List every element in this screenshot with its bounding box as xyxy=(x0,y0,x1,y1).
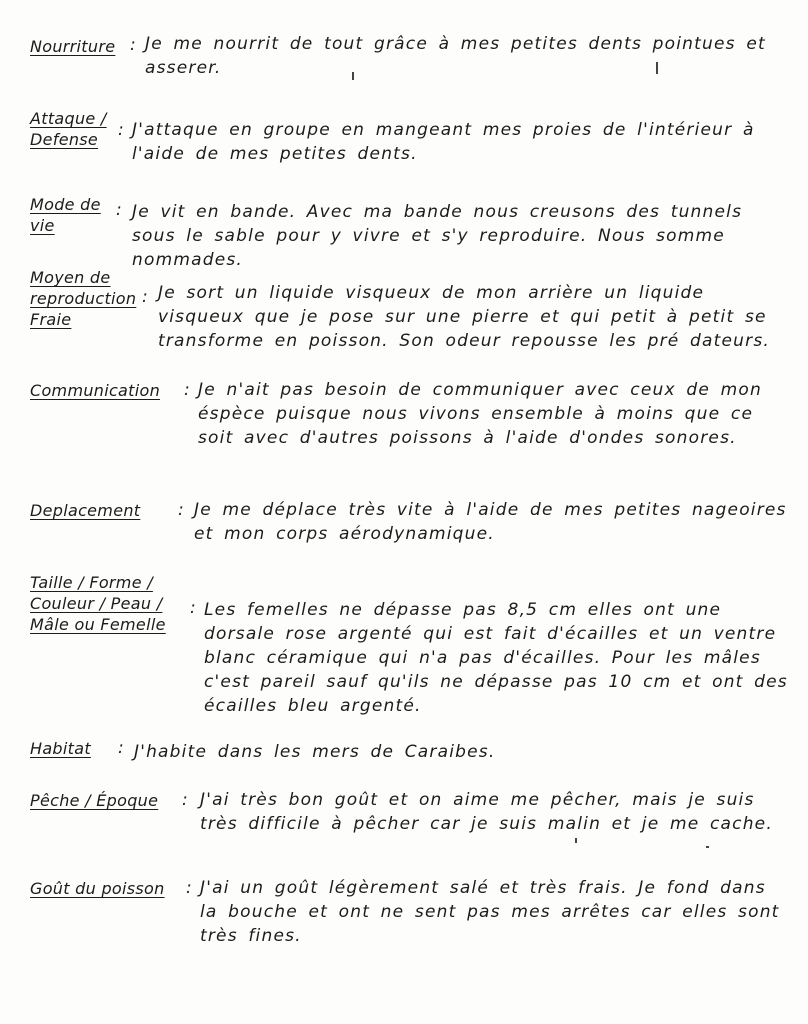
entry-label xyxy=(30,36,115,57)
entry-text: Je vit en bande. Avec ma bande nous creusons des tunnels sous le sable pour y vivre et s'y reproduire. Nous somme nommades. xyxy=(132,202,743,270)
entry-text: J'ai un goût légèrement salé et très frais. Je fond dans la bouche et ont ne sent pas mes arrêtes car elles sont très fines. xyxy=(200,878,780,946)
colon-mark: : xyxy=(190,598,196,618)
label-line: Deplacement xyxy=(30,501,141,520)
entry-text: J'ai très bon goût et on aime me pêcher, mais je suis très difficile à pêcher car je suis malin et je me cache. xyxy=(200,790,773,834)
entry-text: Je me nourrit de tout grâce à mes petites dents pointues et asserer. xyxy=(145,34,766,78)
label-line: Attaque / xyxy=(30,109,107,128)
entry-text: J'habite dans les mers de Caraibes. xyxy=(134,742,496,762)
label-line: Mâle ou Femelle xyxy=(30,615,166,634)
entry-label xyxy=(30,790,158,811)
colon-mark: : xyxy=(118,120,124,140)
entry-label xyxy=(30,738,91,759)
entry-label xyxy=(30,380,160,401)
ink-speck xyxy=(575,838,577,843)
ink-speck xyxy=(352,72,354,80)
ink-speck xyxy=(656,62,658,74)
entry-label xyxy=(30,500,140,521)
colon-mark: : xyxy=(142,287,148,307)
label-line: Habitat xyxy=(30,739,91,758)
label-line: Defense xyxy=(30,130,99,149)
entry-text: Je me déplace très vite à l'aide de mes petites nageoires et mon corps aérodynamique. xyxy=(194,500,787,544)
label-line: vie xyxy=(30,216,55,235)
label-line: reproduction xyxy=(30,289,137,308)
entry-label xyxy=(30,108,107,150)
colon-mark: : xyxy=(182,790,188,810)
entry-text: Je n'ait pas besoin de communiquer avec ceux de mon éspèce puisque nous vivons ensemble à moins que ce soit avec d'autres poissons à l'aide d'ondes sonores. xyxy=(198,380,762,448)
label-line: Goût du poisson xyxy=(30,879,165,898)
entry-text: Je sort un liquide visqueux de mon arrière un liquide visqueux que je pose sur une pierre et qui petit à petit se transforme en poisson. Son odeur repousse les pré dateurs. xyxy=(158,283,770,351)
entry-text: Les femelles ne dépasse pas 8,5 cm elles ont une dorsale rose argenté qui est fait d'écailles et un ventre blanc céramique qui n'a pas d'écailles. Pour les mâles c'est pareil sauf qu'ils ne dépasse pas 10 cm et ont des écailles bleu argenté. xyxy=(204,600,788,716)
label-line: Couleur / Peau / xyxy=(30,594,163,613)
label-line: Fraie xyxy=(30,310,72,329)
label-line: Nourriture xyxy=(30,37,116,56)
colon-mark: : xyxy=(118,738,124,758)
entry-label xyxy=(30,572,166,635)
colon-mark: : xyxy=(130,35,136,55)
entry-label xyxy=(30,878,165,899)
entry-label xyxy=(30,267,136,330)
colon-mark: : xyxy=(116,200,122,220)
label-line: Taille / Forme / xyxy=(30,573,153,592)
colon-mark: : xyxy=(178,500,184,520)
colon-mark: : xyxy=(186,878,192,898)
label-line: Mode de xyxy=(30,195,101,214)
label-line: Moyen de xyxy=(30,268,111,287)
entry-label xyxy=(30,194,101,236)
colon-mark: : xyxy=(184,380,190,400)
label-line: Pêche / Époque xyxy=(30,791,159,810)
entry-text: J'attaque en groupe en mangeant mes proies de l'intérieur à l'aide de mes petites dents. xyxy=(132,120,755,164)
ink-speck xyxy=(706,846,709,848)
label-line: Communication xyxy=(30,381,161,400)
